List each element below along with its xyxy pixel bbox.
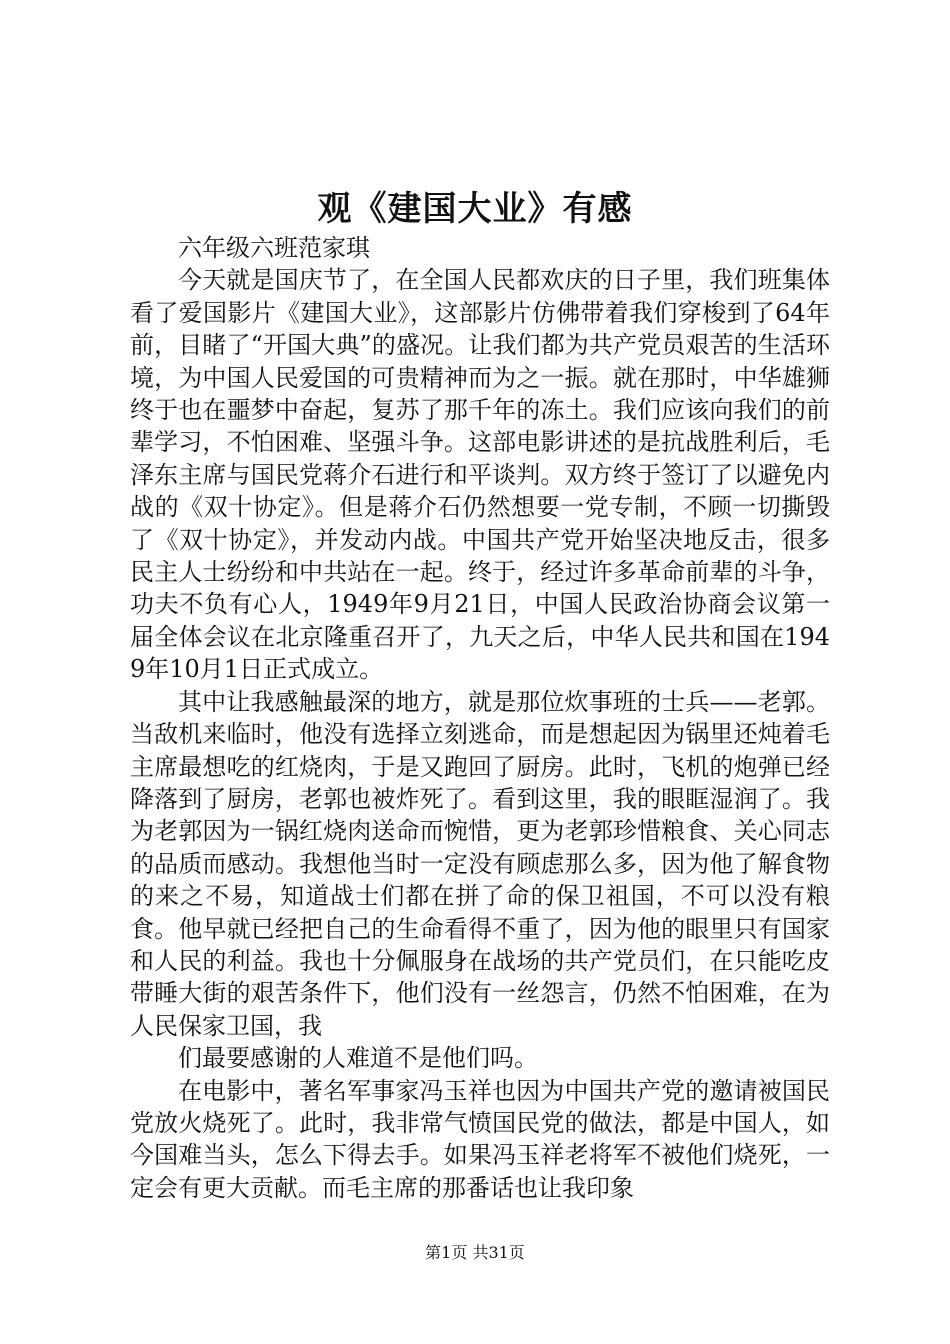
document-body	[130, 232, 830, 1204]
page-number: 第1页 共31页	[425, 1243, 525, 1262]
author-line: 六年级六班范家琪	[178, 234, 370, 262]
document-title: 观《建国大业》有感	[317, 189, 633, 229]
paragraph: 其中让我感触最深的地方，就是那位炊事班的士兵——老郭。当敌机来临时，他没有选择立刻逃命，而是想起因为锅里还炖着毛主席最想吃的红烧肉，于是又跑回了厨房。此时，飞机的炮弹已经降落到了厨房，老郭也被炸死了。看到这里，我的眼眶湿润了。我为老郭因为一锅红烧肉送命而惋惜，更为老郭珍惜粮食、关心同志的品质而感动。我想他当时一定没有顾虑那么多，因为他了解食物的来之不易，知道战士们都在拼了命的保卫祖国，不可以没有粮食。他早就已经把自己的生命看得不重了，因为他的眼里只有国家和人民的利益。我也十分佩服身在战场的共产党员们，在只能吃皮带睡大街的艰苦条件下，他们没有一丝怨言，仍然不怕困难，在为人民保家卫国，我	[130, 687, 830, 1040]
paragraph: 在电影中，著名军事家冯玉祥也因为中国共产党的邀请被国民党放火烧死了。此时，我非常气愤国民党的做法，都是中国人，如今国难当头，怎么下得去手。如果冯玉祥老将军不被他们烧死，一定会有更大贡献。而毛主席的那番话也让我印象	[130, 1076, 830, 1202]
paragraph: 今天就是国庆节了，在全国人民都欢庆的日子里，我们班集体看了爱国影片《建国大业》，这部影片仿佛带着我们穿梭到了64年前，目睹了“开国大典”的盛况。让我们都为共产党员艰苦的生活环境，为中国人民爱国的可贵精神而为之一振。就在那时，中华雄狮终于也在噩梦中奋起，复苏了那千年的冻土。我们应该向我们的前辈学习，不怕困难、坚强斗争。这部电影讲述的是抗战胜利后，毛泽东主席与国民党蒋介石进行和平谈判。双方终于签订了以避免内战的《双十协定》。但是蒋介石仍然想要一党专制，不顾一切撕毁了《双十协定》，并发动内战。中国共产党开始坚决地反击，很多民主人士纷纷和中共站在一起。终于，经过许多革命前辈的斗争，功夫不负有心人，1949年9月21日，中国人民政治协商会议第一届全体会议在北京隆重召开了，九天之后，中华人民共和国在1949年10月1日正式成立。	[130, 266, 830, 684]
paragraph: 们最要感谢的人难道不是他们吗。	[178, 1044, 538, 1073]
